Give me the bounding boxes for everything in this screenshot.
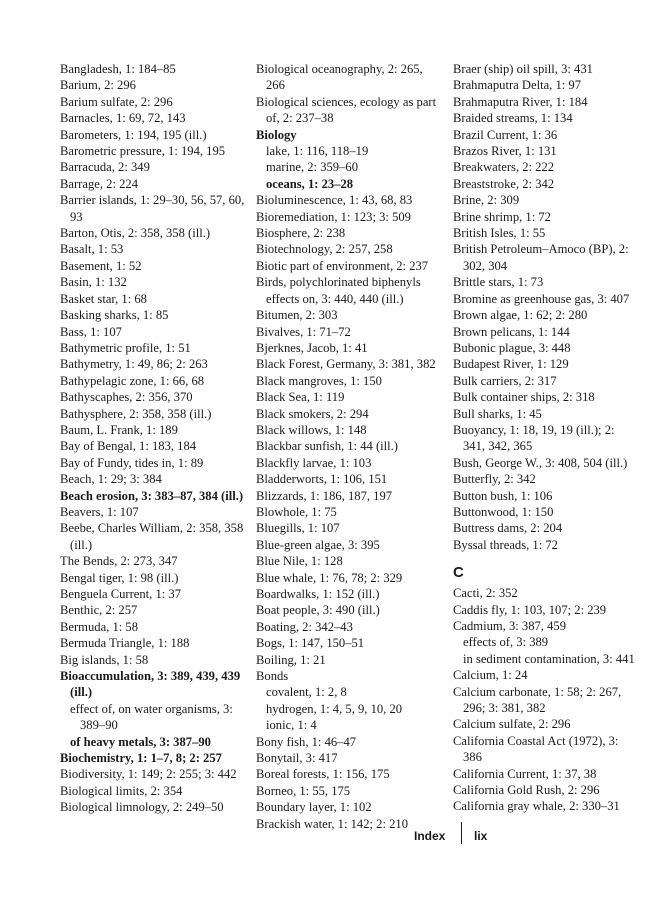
index-entry: Brittle stars, 1: 73 (453, 275, 544, 290)
index-entry: Blue whale, 1: 76, 78; 2: 329 (256, 570, 403, 585)
index-entry: Caddis fly, 1: 103, 107; 2: 239 (453, 602, 607, 617)
index-entry: Blackbar sunfish, 1: 44 (ill.) (256, 439, 399, 454)
index-entry: Bathyscaphes, 2: 356, 370 (60, 390, 193, 405)
index-entry: Barrage, 2: 224 (60, 176, 138, 191)
index-column-2 (256, 61, 442, 832)
index-entry: Bioremediation, 1: 123; 3: 509 (256, 209, 411, 224)
index-entry: Biological sciences, ecology as part of, 2: 237–38 (256, 94, 437, 126)
index-entry: Brahmaputra River, 1: 184 (453, 94, 588, 109)
index-entry: Cacti, 2: 352 (453, 586, 518, 601)
index-entry: Brahmaputra Delta, 1: 97 (453, 78, 581, 93)
index-entry: Biotic part of environment, 2: 237 (256, 258, 429, 273)
index-entry: Bony fish, 1: 46–47 (256, 734, 357, 749)
index-entry: Boiling, 1: 21 (256, 652, 326, 667)
index-column-1 (60, 61, 246, 816)
index-entry: California gray whale, 2: 330–31 (453, 799, 620, 814)
index-column-3 (453, 61, 639, 815)
index-entry: Boardwalks, 1: 152 (ill.) (256, 587, 380, 601)
index-entry: Barium sulfate, 2: 296 (60, 94, 173, 109)
index-entry: Basin, 1: 132 (60, 275, 127, 290)
index-entry: Button bush, 1: 106 (453, 488, 553, 503)
index-entry: Braer (ship) oil spill, 3: 431 (453, 62, 593, 76)
index-subentry: effect of, on water organisms, 3: 389–90 (70, 701, 233, 733)
index-entry: Black mangroves, 1: 150 (256, 373, 382, 388)
index-entry: Bromine as greenhouse gas, 3: 407 (453, 291, 630, 306)
index-entry: Calcium, 1: 24 (453, 668, 528, 683)
page-number: lix (474, 829, 488, 843)
index-entry: Boat people, 3: 490 (ill.) (256, 603, 380, 618)
index-entry: California Gold Rush, 2: 296 (453, 783, 600, 798)
index-entry: Brown pelicans, 1: 144 (453, 324, 570, 339)
index-entry: Brine, 2: 309 (453, 193, 520, 208)
index-subentry: in sediment contamination, 3: 441 (463, 651, 635, 666)
index-entry: Baum, L. Frank, 1: 189 (60, 422, 178, 437)
index-entry: Bivalves, 1: 71–72 (256, 324, 351, 339)
index-entry: Bubonic plague, 3: 448 (453, 340, 571, 355)
index-entry: Blue Nile, 1: 128 (256, 554, 343, 569)
index-entry: Basking sharks, 1: 85 (60, 308, 169, 323)
index-entry: Boreal forests, 1: 156, 175 (256, 767, 390, 782)
index-entry: Blizzards, 1: 186, 187, 197 (256, 488, 393, 503)
index-subentry: oceans, 1: 23–28 (266, 176, 354, 191)
index-entry: Brown algae, 1: 62; 2: 280 (453, 308, 588, 323)
index-entry: Black smokers, 2: 294 (256, 406, 369, 421)
index-entry: Biotechnology, 2: 257, 258 (256, 242, 393, 257)
index-entry: Basalt, 1: 53 (60, 242, 124, 257)
index-entry: Bass, 1: 107 (60, 324, 122, 339)
index-entry: Bay of Bengal, 1: 183, 184 (60, 439, 197, 454)
index-entry: Big islands, 1: 58 (60, 652, 149, 667)
index-entry: Beebe, Charles William, 2: 358, 358 (ill.) (60, 521, 244, 552)
index-entry: Bathypelagic zone, 1: 66, 68 (60, 373, 205, 388)
index-entry: Biochemistry, 1: 1–7, 8; 2: 257 (60, 751, 222, 766)
index-entry: Blowhole, 1: 75 (256, 504, 337, 519)
index-subentry: ionic, 1: 4 (266, 718, 317, 733)
index-entry: Black Forest, Germany, 3: 381, 382 (256, 357, 436, 372)
index-entry: Beach erosion, 3: 383–87, 384 (ill.) (60, 488, 244, 503)
index-entry: Bulk container ships, 2: 318 (453, 390, 595, 405)
index-entry: Bluegills, 1: 107 (256, 521, 340, 536)
index-entry: Biological limits, 2: 354 (60, 783, 183, 798)
index-entry: Bathysphere, 2: 358, 358 (ill.) (60, 406, 212, 421)
index-entry: Bioaccumulation, 3: 389, 439, 439 (ill.) (60, 669, 241, 700)
index-entry: Barnacles, 1: 69, 72, 143 (60, 111, 186, 126)
index-entry: Black Sea, 1: 119 (256, 390, 345, 405)
index-entry: Brazil Current, 1: 36 (453, 127, 558, 142)
index-entry: Bathymetric profile, 1: 51 (60, 340, 191, 355)
index-entry: Bjerknes, Jacob, 1: 41 (256, 340, 368, 355)
index-entry: Bladderworts, 1: 106, 151 (256, 472, 388, 487)
index-entry: Basement, 1: 52 (60, 258, 142, 273)
index-subentry: hydrogen, 1: 4, 5, 9, 10, 20 (266, 701, 403, 716)
index-entry: Borneo, 1: 55, 175 (256, 783, 351, 798)
index-entry: Beavers, 1: 107 (60, 504, 139, 519)
index-entry: Buttonwood, 1: 150 (453, 504, 554, 519)
index-entry: Bulk carriers, 2: 317 (453, 373, 557, 388)
index-entry: Biological limnology, 2: 249–50 (60, 800, 224, 815)
index-entry: Bermuda Triangle, 1: 188 (60, 636, 190, 651)
index-entry: Cadmium, 3: 387, 459 (453, 619, 566, 633)
index-entry: Buttress dams, 2: 204 (453, 521, 563, 536)
index-subentry: covalent, 1: 2, 8 (266, 685, 347, 700)
index-entry: Calcium sulfate, 2: 296 (453, 717, 571, 732)
index-entry: Bitumen, 2: 303 (256, 308, 338, 323)
index-entry: Breakwaters, 2: 222 (453, 160, 555, 175)
index-entry: Barton, Otis, 2: 358, 358 (ill.) (60, 226, 211, 241)
index-entry: Beach, 1: 29; 3: 384 (60, 472, 162, 487)
index-entry: Blackfly larvae, 1: 103 (256, 455, 372, 470)
index-entry: Barrier islands, 1: 29–30, 56, 57, 60, 93 (60, 193, 245, 224)
index-entry: Biodiversity, 1: 149; 2: 255; 3: 442 (60, 767, 237, 782)
index-subentry: effects of, 3: 389 (463, 635, 549, 650)
index-entry: Boating, 2: 342–43 (256, 619, 353, 634)
index-entry: Calcium carbonate, 1: 58; 2: 267, 296; 3: 381, 382 (453, 684, 622, 716)
index-subentry: lake, 1: 116, 118–19 (266, 144, 369, 159)
index-entry: Bogs, 1: 147, 150–51 (256, 636, 365, 651)
index-entry: Brine shrimp, 1: 72 (453, 209, 551, 224)
index-entry: The Bends, 2: 273, 347 (60, 554, 178, 569)
page-footer (0, 822, 672, 852)
index-entry: Barium, 2: 296 (60, 78, 136, 93)
index-entry: Brackish water, 1: 142; 2: 210 (256, 816, 408, 831)
index-entry: California Current, 1: 37, 38 (453, 766, 597, 781)
index-entry: Budapest River, 1: 129 (453, 357, 569, 372)
index-subentry: of heavy metals, 3: 387–90 (70, 734, 211, 749)
index-entry: Birds, polychlorinated biphenyls effects on, 3: 440, 440 (ill.) (256, 275, 421, 306)
index-entry: Barometers, 1: 194, 195 (ill.) (60, 127, 207, 142)
index-entry: Blue-green algae, 3: 395 (256, 537, 380, 552)
index-entry: Bonytail, 3: 417 (256, 751, 338, 766)
footer-divider (461, 822, 462, 844)
index-entry: Bay of Fundy, tides in, 1: 89 (60, 455, 204, 470)
index-entry: British Petroleum–Amoco (BP), 2: 302, 304 (453, 242, 629, 273)
index-entry: California Coastal Act (1972), 3: 386 (453, 733, 619, 765)
index-entry: Buoyancy, 1: 18, 19, 19 (ill.); 2: 341, 342, 365 (453, 422, 615, 454)
index-entry: Butterfly, 2: 342 (453, 472, 536, 487)
index-entry: Benguela Current, 1: 37 (60, 587, 182, 601)
index-entry: Braided streams, 1: 134 (453, 111, 573, 126)
section-heading: C (453, 564, 464, 582)
index-entry: Biology (256, 127, 297, 142)
index-entry: Barometric pressure, 1: 194, 195 (60, 144, 226, 159)
index-entry: Black willows, 1: 148 (256, 422, 367, 437)
index-entry: Bioluminescence, 1: 43, 68, 83 (256, 193, 413, 208)
index-entry: Biosphere, 2: 238 (256, 226, 346, 241)
index-entry: Byssal threads, 1: 72 (453, 537, 558, 552)
index-entry: Bengal tiger, 1: 98 (ill.) (60, 570, 179, 585)
index-entry: Biological oceanography, 2: 265, 266 (256, 62, 423, 93)
index-entry: British Isles, 1: 55 (453, 226, 546, 241)
index-entry: Bathymetry, 1: 49, 86; 2: 263 (60, 357, 208, 372)
index-entry: Breaststroke, 2: 342 (453, 176, 555, 191)
index-entry: Bangladesh, 1: 184–85 (60, 62, 176, 76)
footer-section-label: Index (414, 829, 446, 843)
index-entry: Benthic, 2: 257 (60, 603, 138, 618)
index-entry: Barracuda, 2: 349 (60, 160, 150, 175)
index-subentry: marine, 2: 359–60 (266, 160, 358, 175)
index-entry: Bonds (256, 669, 289, 684)
index-entry: Bermuda, 1: 58 (60, 619, 138, 634)
index-entry: Brazos River, 1: 131 (453, 144, 557, 159)
index-entry: Basket star, 1: 68 (60, 291, 147, 306)
index-entry: Bush, George W., 3: 408, 504 (ill.) (453, 455, 628, 470)
index-entry: Bull sharks, 1: 45 (453, 406, 542, 421)
index-entry: Boundary layer, 1: 102 (256, 800, 372, 815)
